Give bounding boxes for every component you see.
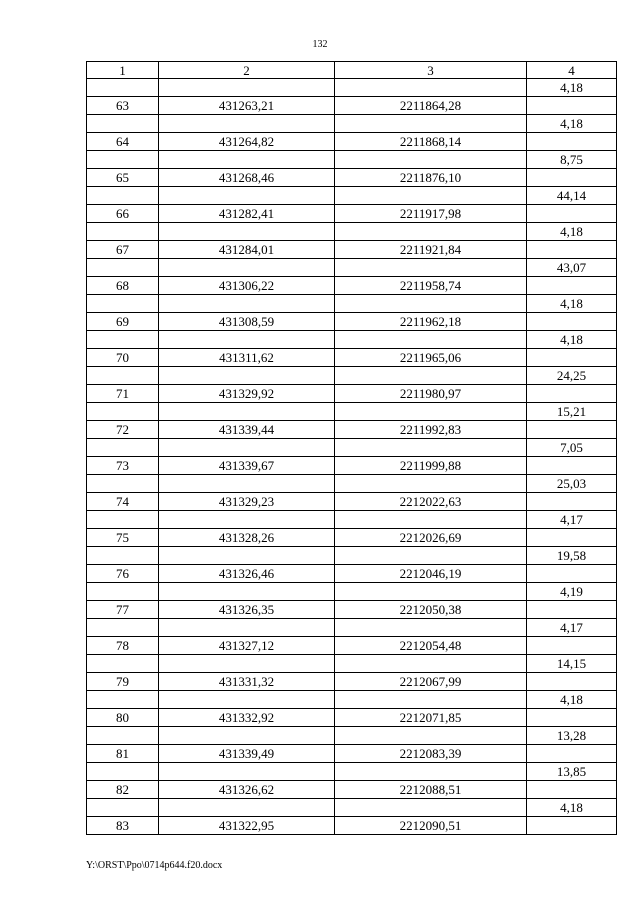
point-number-cell: 73 xyxy=(87,457,159,475)
empty-cell xyxy=(335,367,527,385)
empty-cell xyxy=(527,205,617,223)
empty-cell xyxy=(527,97,617,115)
distance-cell: 4,18 xyxy=(527,295,617,313)
x-coordinate-cell: 431311,62 xyxy=(159,349,335,367)
empty-cell xyxy=(159,223,335,241)
distance-row xyxy=(87,403,617,421)
point-number-cell: 65 xyxy=(87,169,159,187)
empty-cell xyxy=(159,115,335,133)
point-number-cell: 83 xyxy=(87,817,159,835)
distance-cell: 19,58 xyxy=(527,547,617,565)
x-coordinate-cell: 431329,92 xyxy=(159,385,335,403)
point-number-cell: 78 xyxy=(87,637,159,655)
y-coordinate-cell: 2212054,48 xyxy=(335,637,527,655)
empty-cell xyxy=(335,583,527,601)
distance-cell: 14,15 xyxy=(527,655,617,673)
point-number-cell: 75 xyxy=(87,529,159,547)
y-coordinate-cell: 2212026,69 xyxy=(335,529,527,547)
distance-row xyxy=(87,79,617,97)
column-header-1: 1 xyxy=(87,62,159,79)
y-coordinate-cell: 2211868,14 xyxy=(335,133,527,151)
empty-cell xyxy=(87,655,159,673)
distance-cell: 15,21 xyxy=(527,403,617,421)
distance-row xyxy=(87,367,617,385)
empty-cell xyxy=(527,673,617,691)
empty-cell xyxy=(87,619,159,637)
distance-row xyxy=(87,259,617,277)
x-coordinate-cell: 431328,26 xyxy=(159,529,335,547)
y-coordinate-cell: 2212046,19 xyxy=(335,565,527,583)
empty-cell xyxy=(527,133,617,151)
empty-cell xyxy=(335,511,527,529)
column-header-3: 3 xyxy=(335,62,527,79)
empty-cell xyxy=(159,547,335,565)
empty-cell xyxy=(335,223,527,241)
x-coordinate-cell: 431331,32 xyxy=(159,673,335,691)
empty-cell xyxy=(87,151,159,169)
y-coordinate-cell: 2211921,84 xyxy=(335,241,527,259)
distance-row xyxy=(87,151,617,169)
empty-cell xyxy=(87,691,159,709)
table-row xyxy=(87,637,617,655)
empty-cell xyxy=(87,187,159,205)
y-coordinate-cell: 2212071,85 xyxy=(335,709,527,727)
y-coordinate-cell: 2211992,83 xyxy=(335,421,527,439)
distance-cell: 4,19 xyxy=(527,583,617,601)
empty-cell xyxy=(527,817,617,835)
y-coordinate-cell: 2212050,38 xyxy=(335,601,527,619)
distance-cell: 4,17 xyxy=(527,619,617,637)
empty-cell xyxy=(527,529,617,547)
empty-cell xyxy=(527,169,617,187)
empty-cell xyxy=(527,421,617,439)
footer-file-path: Y:\ORST\Ppo\0714p644.f20.docx xyxy=(86,860,223,871)
distance-cell: 7,05 xyxy=(527,439,617,457)
table-body xyxy=(87,79,617,835)
x-coordinate-cell: 431284,01 xyxy=(159,241,335,259)
empty-cell xyxy=(159,799,335,817)
distance-cell: 43,07 xyxy=(527,259,617,277)
distance-row xyxy=(87,295,617,313)
empty-cell xyxy=(159,367,335,385)
empty-cell xyxy=(335,151,527,169)
empty-cell xyxy=(159,151,335,169)
empty-cell xyxy=(527,313,617,331)
empty-cell xyxy=(87,475,159,493)
x-coordinate-cell: 431326,46 xyxy=(159,565,335,583)
empty-cell xyxy=(159,439,335,457)
table-row xyxy=(87,493,617,511)
table-row xyxy=(87,385,617,403)
empty-cell xyxy=(87,439,159,457)
empty-cell xyxy=(335,655,527,673)
empty-cell xyxy=(87,295,159,313)
point-number-cell: 70 xyxy=(87,349,159,367)
x-coordinate-cell: 431327,12 xyxy=(159,637,335,655)
table-row xyxy=(87,529,617,547)
empty-cell xyxy=(159,475,335,493)
x-coordinate-cell: 431268,46 xyxy=(159,169,335,187)
y-coordinate-cell: 2212090,51 xyxy=(335,817,527,835)
table-row xyxy=(87,313,617,331)
y-coordinate-cell: 2212083,39 xyxy=(335,745,527,763)
table-row xyxy=(87,745,617,763)
empty-cell xyxy=(87,763,159,781)
empty-cell xyxy=(527,277,617,295)
point-number-cell: 74 xyxy=(87,493,159,511)
empty-cell xyxy=(335,691,527,709)
empty-cell xyxy=(335,403,527,421)
empty-cell xyxy=(335,259,527,277)
distance-row xyxy=(87,115,617,133)
empty-cell xyxy=(87,547,159,565)
point-number-cell: 81 xyxy=(87,745,159,763)
empty-cell xyxy=(527,637,617,655)
empty-cell xyxy=(527,493,617,511)
empty-cell xyxy=(335,727,527,745)
point-number-cell: 71 xyxy=(87,385,159,403)
empty-cell xyxy=(527,781,617,799)
y-coordinate-cell: 2211965,06 xyxy=(335,349,527,367)
x-coordinate-cell: 431326,35 xyxy=(159,601,335,619)
empty-cell xyxy=(527,457,617,475)
empty-cell xyxy=(527,349,617,367)
point-number-cell: 66 xyxy=(87,205,159,223)
point-number-cell: 69 xyxy=(87,313,159,331)
empty-cell xyxy=(335,799,527,817)
table-row xyxy=(87,421,617,439)
distance-row xyxy=(87,727,617,745)
y-coordinate-cell: 2211999,88 xyxy=(335,457,527,475)
x-coordinate-cell: 431264,82 xyxy=(159,133,335,151)
x-coordinate-cell: 431326,62 xyxy=(159,781,335,799)
table-row xyxy=(87,133,617,151)
empty-cell xyxy=(527,745,617,763)
empty-cell xyxy=(159,727,335,745)
distance-cell: 24,25 xyxy=(527,367,617,385)
x-coordinate-cell: 431282,41 xyxy=(159,205,335,223)
table-row xyxy=(87,277,617,295)
point-number-cell: 80 xyxy=(87,709,159,727)
distance-row xyxy=(87,511,617,529)
empty-cell xyxy=(87,79,159,97)
empty-cell xyxy=(159,331,335,349)
table-row xyxy=(87,673,617,691)
y-coordinate-cell: 2211876,10 xyxy=(335,169,527,187)
empty-cell xyxy=(527,241,617,259)
empty-cell xyxy=(335,475,527,493)
empty-cell xyxy=(87,331,159,349)
point-number-cell: 77 xyxy=(87,601,159,619)
x-coordinate-cell: 431339,49 xyxy=(159,745,335,763)
empty-cell xyxy=(335,295,527,313)
empty-cell xyxy=(87,799,159,817)
distance-row xyxy=(87,475,617,493)
x-coordinate-cell: 431306,22 xyxy=(159,277,335,295)
point-number-cell: 79 xyxy=(87,673,159,691)
table-row xyxy=(87,817,617,835)
distance-row xyxy=(87,691,617,709)
y-coordinate-cell: 2211962,18 xyxy=(335,313,527,331)
distance-cell: 4,17 xyxy=(527,511,617,529)
distance-cell: 4,18 xyxy=(527,691,617,709)
distance-row xyxy=(87,187,617,205)
x-coordinate-cell: 431308,59 xyxy=(159,313,335,331)
empty-cell xyxy=(159,619,335,637)
empty-cell xyxy=(335,763,527,781)
table-row xyxy=(87,457,617,475)
distance-cell: 13,85 xyxy=(527,763,617,781)
table-row xyxy=(87,601,617,619)
empty-cell xyxy=(335,439,527,457)
x-coordinate-cell: 431339,44 xyxy=(159,421,335,439)
point-number-cell: 68 xyxy=(87,277,159,295)
table-row xyxy=(87,565,617,583)
y-coordinate-cell: 2212022,63 xyxy=(335,493,527,511)
x-coordinate-cell: 431263,21 xyxy=(159,97,335,115)
empty-cell xyxy=(159,187,335,205)
table-row xyxy=(87,205,617,223)
empty-cell xyxy=(527,565,617,583)
empty-cell xyxy=(159,763,335,781)
distance-row xyxy=(87,655,617,673)
y-coordinate-cell: 2212088,51 xyxy=(335,781,527,799)
column-header-2: 2 xyxy=(159,62,335,79)
empty-cell xyxy=(159,79,335,97)
table-row xyxy=(87,241,617,259)
empty-cell xyxy=(87,367,159,385)
table-row xyxy=(87,97,617,115)
distance-cell: 13,28 xyxy=(527,727,617,745)
distance-row xyxy=(87,763,617,781)
distance-cell: 8,75 xyxy=(527,151,617,169)
empty-cell xyxy=(335,331,527,349)
distance-row xyxy=(87,439,617,457)
distance-row xyxy=(87,331,617,349)
empty-cell xyxy=(87,259,159,277)
empty-cell xyxy=(87,403,159,421)
y-coordinate-cell: 2211917,98 xyxy=(335,205,527,223)
empty-cell xyxy=(87,583,159,601)
empty-cell xyxy=(87,727,159,745)
empty-cell xyxy=(159,295,335,313)
x-coordinate-cell: 431332,92 xyxy=(159,709,335,727)
distance-cell: 44,14 xyxy=(527,187,617,205)
x-coordinate-cell: 431329,23 xyxy=(159,493,335,511)
x-coordinate-cell: 431322,95 xyxy=(159,817,335,835)
point-number-cell: 82 xyxy=(87,781,159,799)
y-coordinate-cell: 2211980,97 xyxy=(335,385,527,403)
empty-cell xyxy=(527,385,617,403)
table-row xyxy=(87,709,617,727)
empty-cell xyxy=(335,115,527,133)
empty-cell xyxy=(335,619,527,637)
empty-cell xyxy=(159,655,335,673)
distance-cell: 4,18 xyxy=(527,331,617,349)
point-number-cell: 63 xyxy=(87,97,159,115)
point-number-cell: 72 xyxy=(87,421,159,439)
table-row xyxy=(87,349,617,367)
distance-row xyxy=(87,619,617,637)
empty-cell xyxy=(159,691,335,709)
distance-cell: 4,18 xyxy=(527,799,617,817)
table-row xyxy=(87,781,617,799)
coordinates-table xyxy=(86,61,617,835)
column-header-4: 4 xyxy=(527,62,617,79)
page-number: 132 xyxy=(312,39,328,50)
empty-cell xyxy=(159,403,335,421)
distance-cell: 4,18 xyxy=(527,223,617,241)
empty-cell xyxy=(335,187,527,205)
empty-cell xyxy=(159,259,335,277)
empty-cell xyxy=(159,583,335,601)
distance-cell: 4,18 xyxy=(527,115,617,133)
empty-cell xyxy=(159,511,335,529)
point-number-cell: 76 xyxy=(87,565,159,583)
distance-cell: 4,18 xyxy=(527,79,617,97)
distance-cell: 25,03 xyxy=(527,475,617,493)
y-coordinate-cell: 2211864,28 xyxy=(335,97,527,115)
y-coordinate-cell: 2211958,74 xyxy=(335,277,527,295)
y-coordinate-cell: 2212067,99 xyxy=(335,673,527,691)
empty-cell xyxy=(87,511,159,529)
empty-cell xyxy=(335,547,527,565)
point-number-cell: 67 xyxy=(87,241,159,259)
empty-cell xyxy=(527,601,617,619)
distance-row xyxy=(87,583,617,601)
table-header-row xyxy=(87,62,617,79)
point-number-cell: 64 xyxy=(87,133,159,151)
table-row xyxy=(87,169,617,187)
x-coordinate-cell: 431339,67 xyxy=(159,457,335,475)
empty-cell xyxy=(527,709,617,727)
distance-row xyxy=(87,799,617,817)
distance-row xyxy=(87,547,617,565)
empty-cell xyxy=(335,79,527,97)
distance-row xyxy=(87,223,617,241)
empty-cell xyxy=(87,223,159,241)
empty-cell xyxy=(87,115,159,133)
